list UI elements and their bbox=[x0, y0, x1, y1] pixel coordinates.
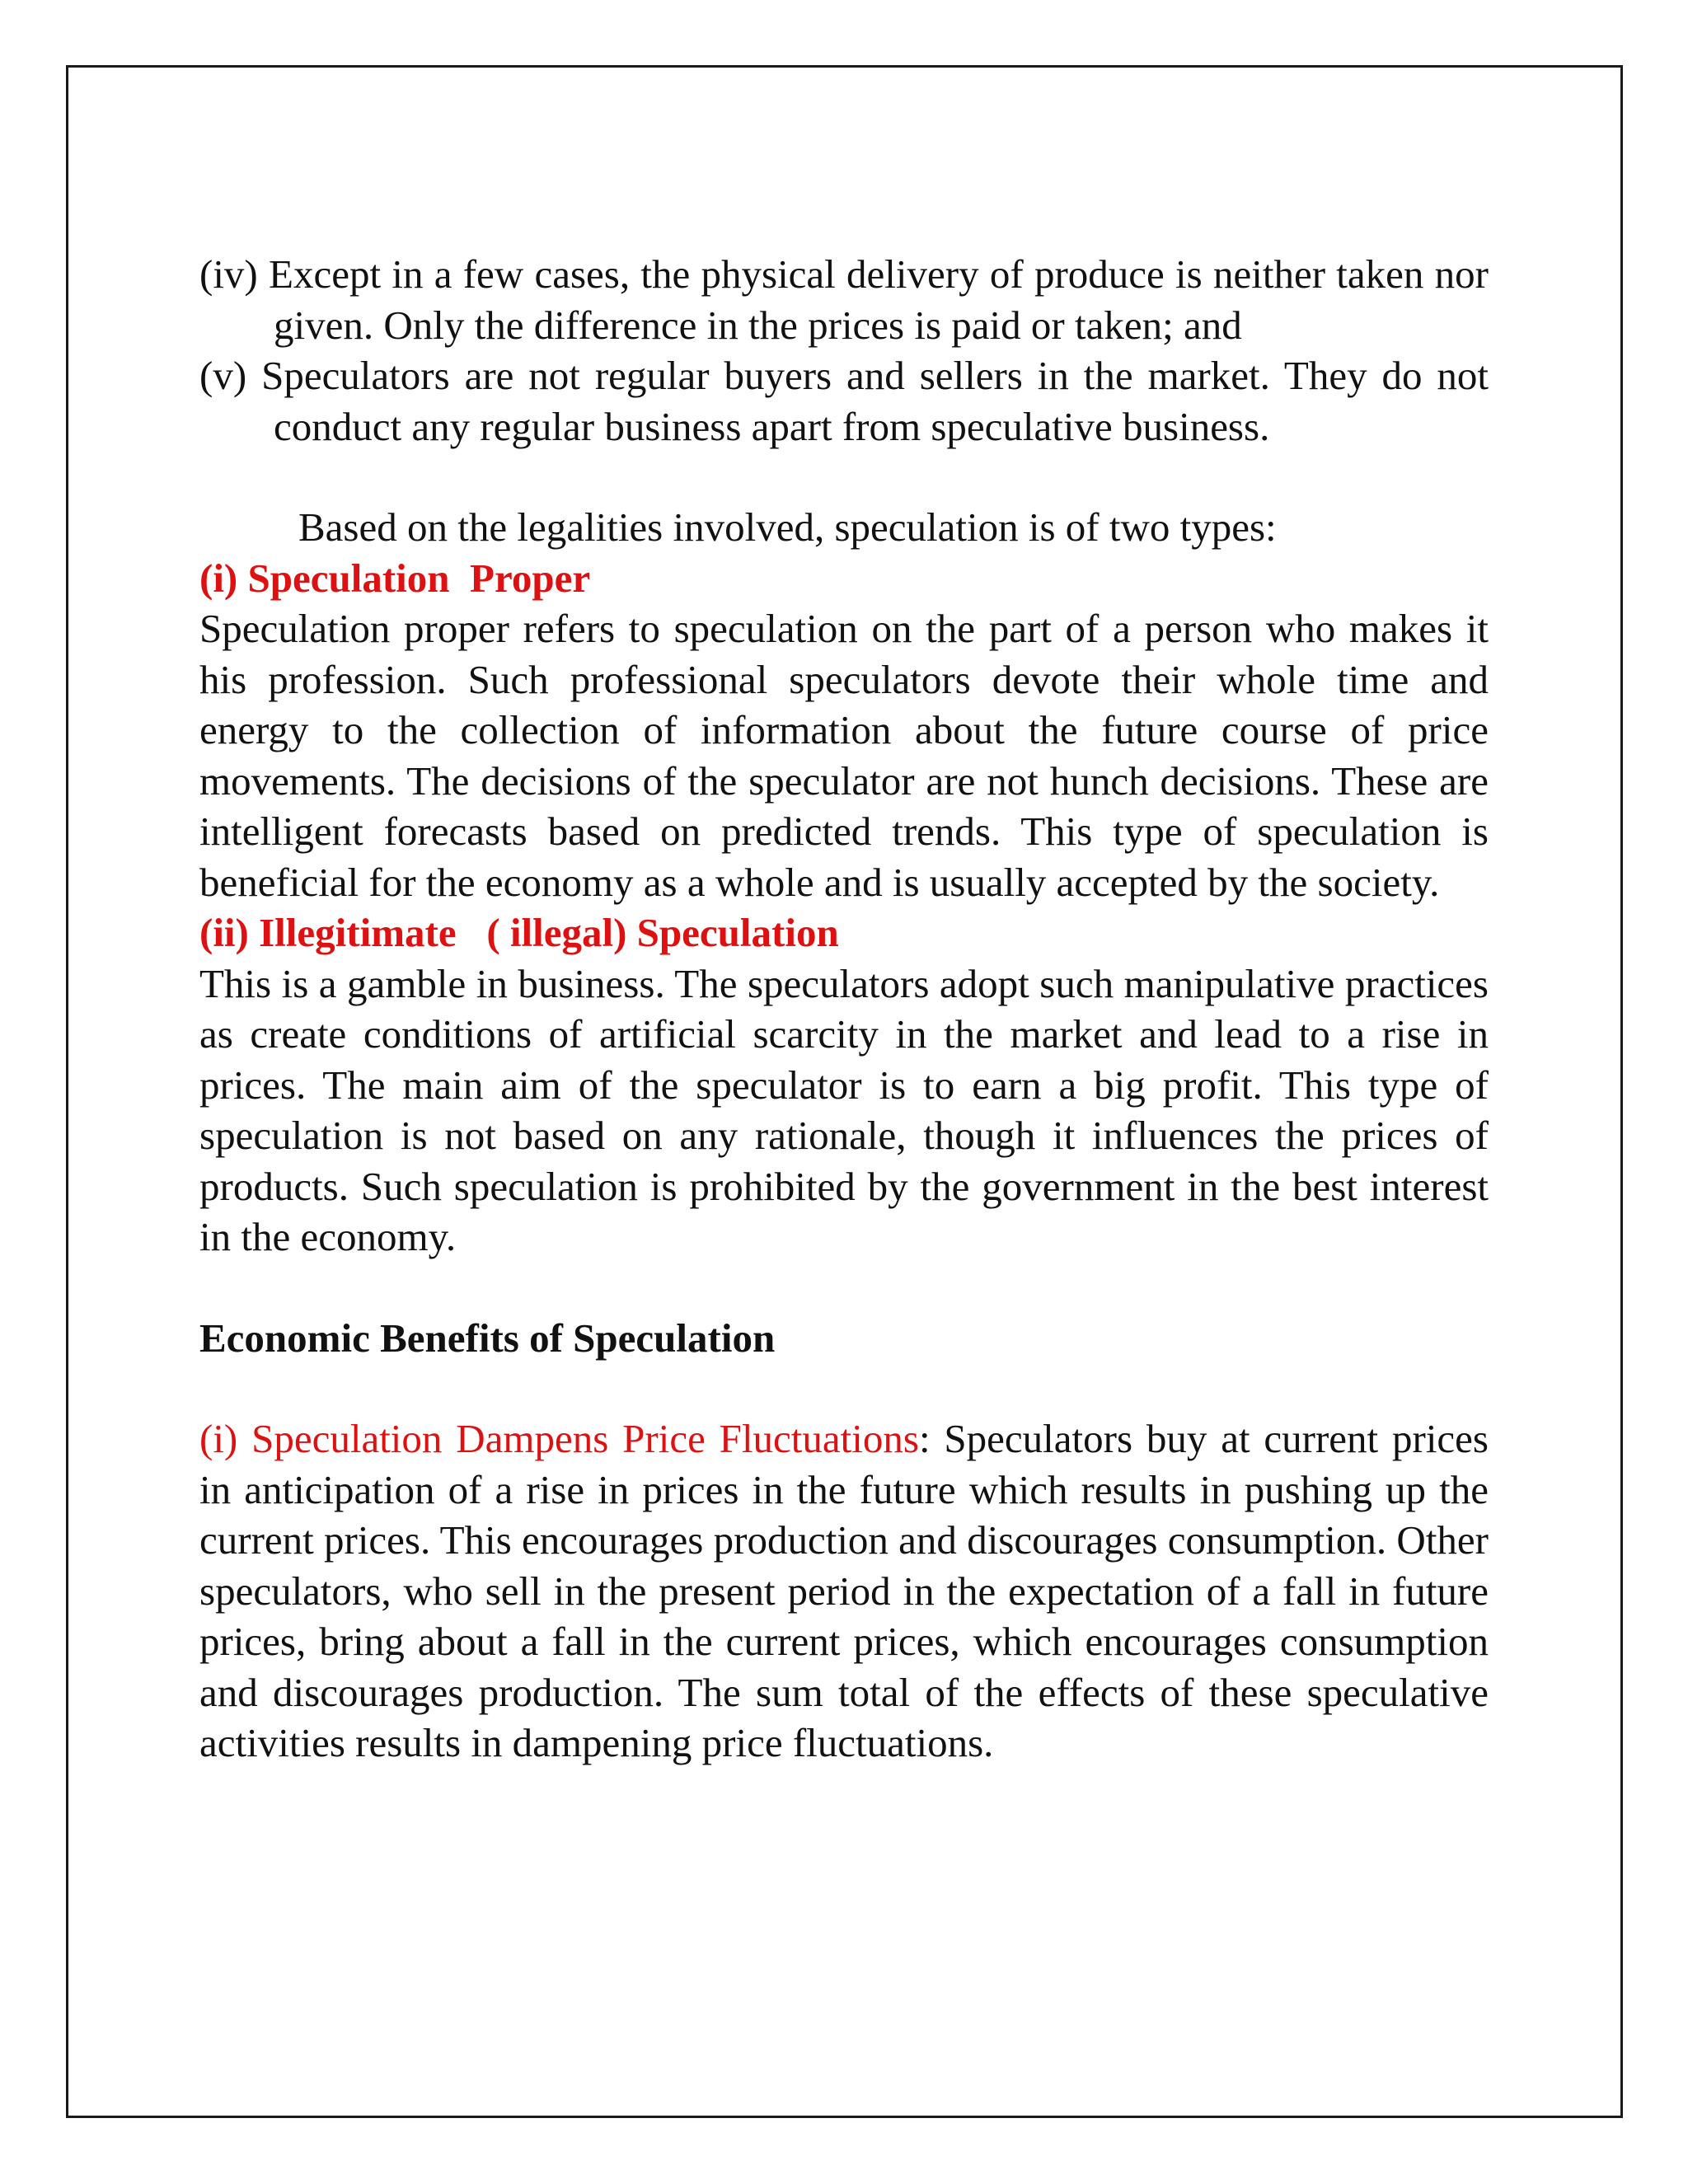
benefit-paragraph bbox=[199, 1413, 1489, 1769]
type-heading-illegitimate: (ii) Illegitimate ( illegal) Speculation bbox=[199, 910, 839, 955]
list-item-text: Speculators are not regular buyers and sellers in the market. They do not conduct any regular business apart from speculative business. bbox=[261, 353, 1489, 449]
list-item-iv bbox=[199, 249, 1489, 350]
list-item-label: (iv) bbox=[199, 251, 258, 297]
list-item-label: (v) bbox=[199, 353, 247, 398]
type-body-proper: Speculation proper refers to speculation on the part of a person who makes it his profession. Such professional speculators devote their whole time and energy to the collection of information about the future course of price movements. The decisions of the speculator are not hunch decisions. These are intelligent forecasts based on predicted trends. This type of speculation is beneficial for the economy as a whole and is usually accepted by the society. bbox=[199, 606, 1489, 905]
type-body-illegitimate: This is a gamble in business. The speculators adopt such manipulative practices as create conditions of artificial scarcity in the market and lead to a rise in prices. The main aim of the speculator is to earn a big profit. This type of speculation is not based on any rationale, though it influences the prices of products. Such speculation is prohibited by the government in the best interest in the economy. bbox=[199, 960, 1489, 1259]
spacer bbox=[199, 1363, 1489, 1413]
section-heading: Economic Benefits of Speculation bbox=[199, 1315, 776, 1361]
intro-paragraph: Based on the legalities involved, speculation is of two types: bbox=[298, 504, 1277, 550]
benefit-lead: (i) Speculation Dampens Price Fluctuations bbox=[199, 1416, 919, 1461]
page-content bbox=[199, 249, 1489, 1769]
spacer bbox=[199, 452, 1489, 502]
type-heading-proper: (i) Speculation Proper bbox=[199, 555, 591, 601]
benefit-separator: : bbox=[918, 1416, 931, 1461]
spacer bbox=[199, 1263, 1489, 1313]
benefit-body: Speculators buy at current prices in anticipation of a rise in prices in the future which results in pushing up the current prices. This encourages production and discourages consumption. Other speculators, who sell in the present period in the expectation of a fall in future prices, bring about a fall in the current prices, which encourages consumption and discourages production. The sum total of the effects of these speculative activities results in dampening price fluctuations. bbox=[199, 1416, 1489, 1765]
list-item-v bbox=[199, 350, 1489, 452]
list-item-text: Except in a few cases, the physical delivery of produce is neither taken nor given. Only the difference in the prices is paid or taken; and bbox=[269, 251, 1489, 348]
